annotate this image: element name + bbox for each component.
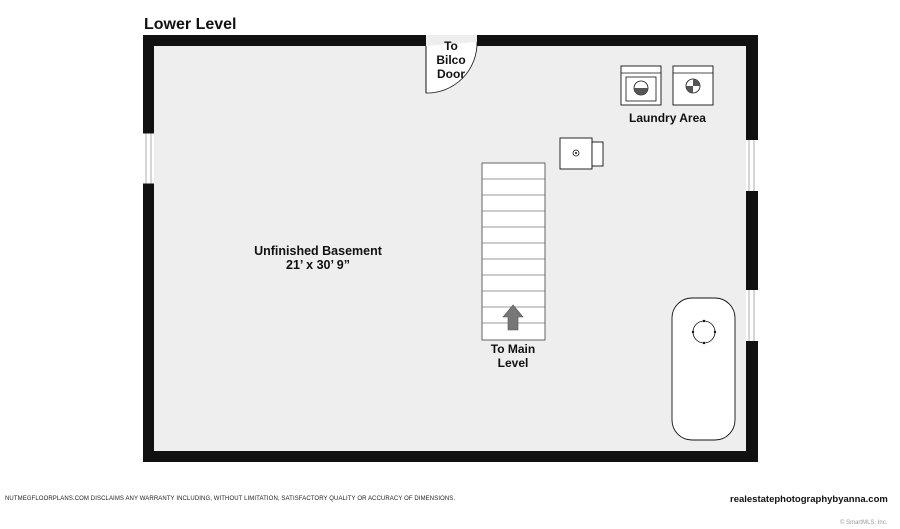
laundry-area-label: Laundry Area [629,111,706,125]
bilco-door-label: To Bilco Door [436,39,466,81]
room-dimensions: 21’ x 30’ 9” [286,258,350,272]
photographer-website: realestatephotographybyanna.com [730,494,888,505]
window-right-lower [746,290,758,341]
room-name: Unfinished Basement [254,244,382,258]
floor-title: Lower Level [144,16,237,33]
room-label [238,244,398,272]
window-left [143,133,154,184]
utility-sink-icon [560,138,603,169]
copyright-text: © SmartMLS, Inc. [840,520,888,526]
disclaimer-text: NUTMEGFLOORPLANS.COM DISCLAIMS ANY WARRANTY INCLUDING, WITHOUT LIMITATION, SATISFACTORY QUALITY OR ACCURACY OF DIMENSIONS. [5,496,456,502]
window-right-upper [746,140,758,191]
washer-icon [621,66,661,105]
oil-tank-icon [672,298,735,440]
dryer-icon [673,66,713,105]
stairs-label: To Main Level [490,342,536,370]
